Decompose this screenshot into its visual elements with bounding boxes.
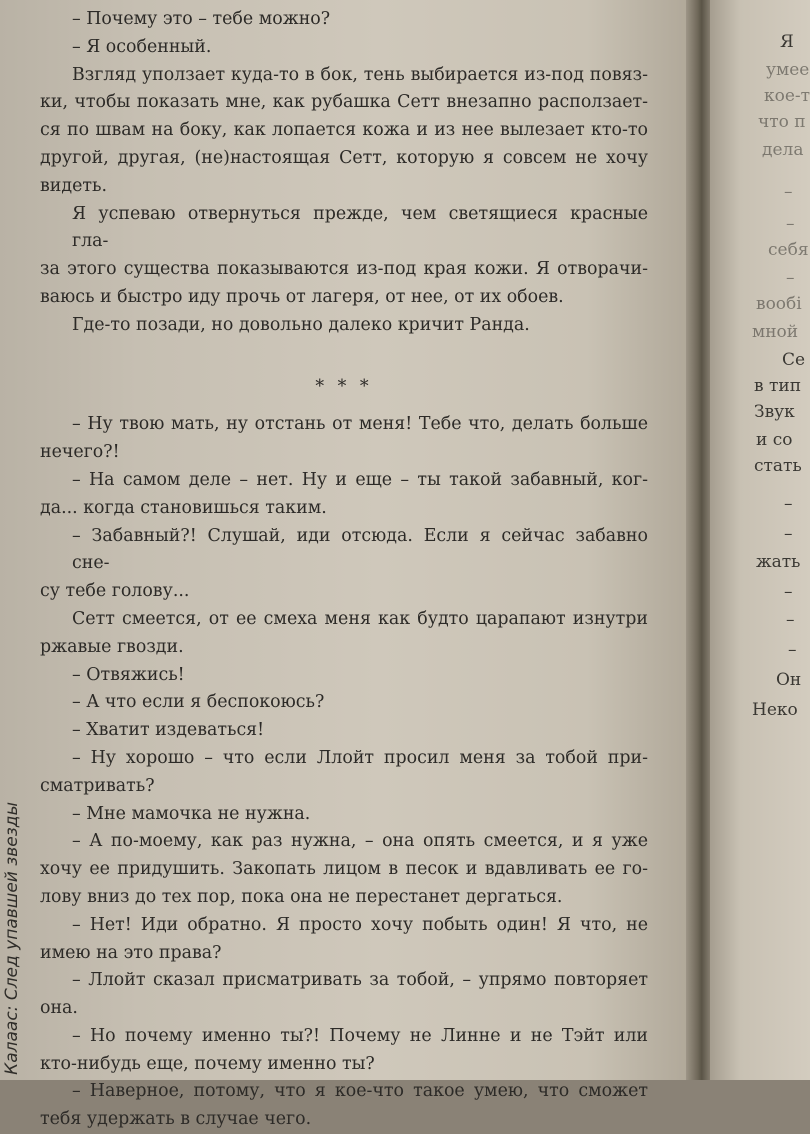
right-page-fragment: умее	[766, 60, 810, 80]
right-page-fragment: что п	[758, 112, 806, 132]
right-page-fragment: –	[784, 494, 793, 514]
paragraph	[40, 1078, 648, 1134]
text-line: – Ну хорошо – что если Ллойт просил меня за тобой при-	[72, 747, 648, 768]
right-page-fragment: Неко	[752, 700, 798, 720]
book-gutter	[686, 0, 712, 1080]
right-page-fragment: мной	[752, 322, 799, 342]
text-line: – Ну твою мать, ну отстань от меня! Тебе что, делать больше	[72, 414, 648, 435]
right-page-fragment: в тип	[754, 376, 802, 396]
text-line: за этого существа показываются из-под края кожи. Я отворачи-	[40, 259, 648, 280]
text-line: сматривать?	[40, 775, 155, 796]
text-line: – Забавный?! Слушай, иди отсюда. Если я сейчас забавно сне-	[72, 525, 648, 574]
text-line: хочу ее придушить. Закопать лицом в песок и вдавливать ее го-	[40, 859, 648, 880]
paragraph	[40, 967, 648, 1023]
text-line: ваюсь и быстро иду прочь от лагеря, от нее, от их обоев.	[40, 286, 564, 307]
right-page-fragment: кое-т	[764, 86, 810, 106]
text-line: – Хватит издеваться!	[72, 720, 265, 741]
right-page-fragment: Звук	[754, 402, 795, 422]
text-line: она.	[40, 998, 78, 1019]
running-title-area	[0, 690, 30, 1080]
right-page-fragment: вообі	[756, 294, 802, 314]
text-line: ржавые гвозди.	[40, 636, 184, 657]
paragraph	[40, 662, 648, 690]
paragraph	[40, 312, 648, 340]
text-line: су тебе голову...	[40, 581, 190, 602]
text-line: нечего?!	[40, 442, 120, 463]
right-page-fragment: стать	[754, 456, 802, 476]
section-separator: * * *	[315, 376, 373, 397]
paragraph	[40, 828, 648, 911]
right-page-fragment: Се	[782, 350, 806, 370]
paragraph	[40, 912, 648, 968]
right-page-fragment: Он	[776, 670, 802, 690]
text-line: – А что если я беспокоюсь?	[72, 692, 325, 713]
text-line: Взгляд уползает куда-то в бок, тень выбирается из-под повяз-	[72, 64, 648, 85]
right-page-fragment: –	[784, 182, 793, 202]
paragraph	[40, 201, 648, 312]
right-page-fragment: –	[786, 268, 795, 288]
paragraph	[40, 1023, 648, 1079]
paragraph	[40, 34, 648, 62]
right-page-fragment: и со	[756, 430, 793, 450]
right-page-fragment: себя	[768, 240, 809, 260]
right-page-fragment: –	[786, 610, 795, 630]
paragraph	[40, 801, 648, 829]
text-line: – Я особенный.	[72, 36, 212, 57]
page-body-text	[40, 6, 648, 1134]
paragraph	[40, 411, 648, 467]
right-page-fragment: –	[786, 214, 795, 234]
text-line: тебя удержать в случае чего.	[40, 1109, 312, 1130]
right-page-fragment: дела	[762, 140, 804, 160]
text-line: Где-то позади, но довольно далеко кричит Ранда.	[72, 314, 530, 335]
text-line: – Почему это – тебе можно?	[72, 9, 331, 29]
text-line: – На самом деле – нет. Ну и еще – ты такой забавный, ког-	[72, 469, 648, 490]
right-page	[710, 0, 810, 1080]
text-line: – Но почему именно ты?! Почему не Линне и не Тэйт или	[72, 1025, 648, 1046]
text-line: видеть.	[40, 175, 107, 196]
paragraph	[40, 523, 648, 606]
right-page-fragment: –	[784, 524, 793, 544]
text-line: имею на это права?	[40, 942, 222, 963]
text-line: – Мне мамочка не нужна.	[72, 803, 311, 824]
right-page-fragment: Я	[780, 32, 794, 52]
paragraph	[40, 745, 648, 801]
right-page-fragment: –	[788, 640, 797, 660]
paragraph	[40, 467, 648, 523]
right-page-fragment: –	[784, 582, 793, 602]
right-page-fragment: жать	[756, 552, 801, 572]
text-line: – Наверное, потому, что я кое-что такое умею, что сможет	[72, 1081, 648, 1102]
text-line: кто-нибудь еще, почему именно ты?	[40, 1053, 375, 1074]
text-line: другой, другая, (не)настоящая Сетт, которую я совсем не хочу	[40, 147, 648, 168]
text-line: – Нет! Иди обратно. Я просто хочу побыть один! Я что, не	[72, 914, 648, 935]
text-line: да... когда становишься таким.	[40, 497, 327, 518]
paragraph	[40, 689, 648, 717]
paragraph	[40, 717, 648, 745]
text-line: – Ллойт сказал присматривать за тобой, – упрямо повторяет	[72, 970, 648, 991]
text-line: – Отвяжись!	[72, 664, 185, 685]
text-line: ки, чтобы показать мне, как рубашка Сетт внезапно расползает-	[40, 92, 648, 113]
paragraph	[40, 62, 648, 201]
text-line: – А по-моему, как раз нужна, – она опять смеется, и я уже	[72, 831, 648, 852]
text-line: лову вниз до тех пор, пока она не перестанет дергаться.	[40, 886, 563, 907]
text-line: Я успеваю отвернуться прежде, чем светящиеся красные гла-	[72, 203, 648, 252]
text-line: ся по швам на боку, как лопается кожа и из нее вылезает кто-то	[40, 120, 648, 141]
running-title: Калаас: След упавшей звезды	[2, 802, 22, 1075]
text-line: Сетт смеется, от ее смеха меня как будто царапают изнутри	[72, 608, 648, 629]
paragraph	[40, 6, 648, 34]
paragraph	[40, 606, 648, 662]
